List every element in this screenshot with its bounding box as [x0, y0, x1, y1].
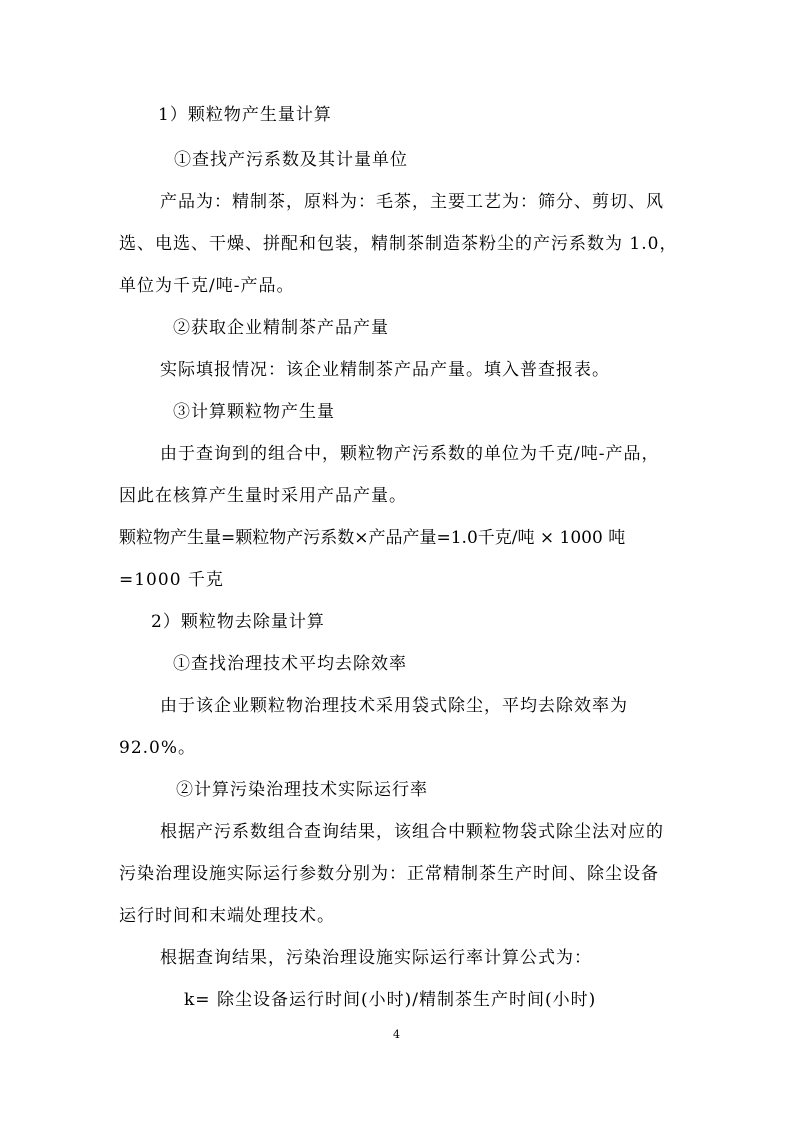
- step-find-efficiency: ①查找治理技术平均去除效率: [173, 654, 407, 674]
- step-get-output: ②获取企业精制茶产品产量: [173, 318, 389, 338]
- step-calc-generation: ③计算颗粒物产生量: [173, 402, 335, 422]
- paragraph-line: 运行时间和末端处理技术。: [119, 906, 335, 926]
- paragraph-line: 因此在核算产生量时采用产品产量。: [119, 486, 407, 506]
- step-calc-operation-rate: ②计算污染治理技术实际运行率: [176, 780, 428, 800]
- paragraph-line: 根据查询结果，污染治理设施实际运行率计算公式为：: [160, 948, 592, 968]
- formula-line: 颗粒物产生量=颗粒物产污系数×产品产量=1.0千克/吨 × 1000 吨: [119, 528, 626, 548]
- paragraph-line: 根据产污系数组合查询结果，该组合中颗粒物袋式除尘法对应的: [160, 822, 664, 842]
- paragraph-line: 由于该企业颗粒物治理技术采用袋式除尘，平均去除效率为: [160, 696, 628, 716]
- heading-particulate-generation: 1）颗粒物产生量计算: [158, 105, 332, 125]
- paragraph-line: 单位为千克/吨-产品。: [119, 276, 295, 296]
- paragraph-line: 由于查询到的组合中，颗粒物产污系数的单位为千克/吨-产品，: [160, 444, 660, 464]
- paragraph-line: 选、电选、干燥、拼配和包装，精制茶制造茶粉尘的产污系数为 1.0，: [119, 234, 678, 254]
- heading-particulate-removal: 2）颗粒物去除量计算: [151, 612, 325, 632]
- paragraph-line: 实际填报情况：该企业精制茶产品产量。填入普查报表。: [160, 360, 610, 380]
- page-number: 4: [393, 1028, 400, 1041]
- paragraph-line: 污染治理设施实际运行参数分别为：正常精制茶生产时间、除尘设备: [119, 864, 659, 884]
- paragraph-line: 产品为：精制茶，原料为：毛茶，主要工艺为：筛分、剪切、风: [160, 192, 664, 212]
- paragraph-line: 92.0%。: [119, 738, 197, 758]
- formula-k: k= 除尘设备运行时间(小时)/精制茶生产时间(小时): [184, 990, 597, 1010]
- step-find-coefficient: ①查找产污系数及其计量单位: [174, 150, 408, 170]
- formula-result: =1000 千克: [119, 570, 224, 590]
